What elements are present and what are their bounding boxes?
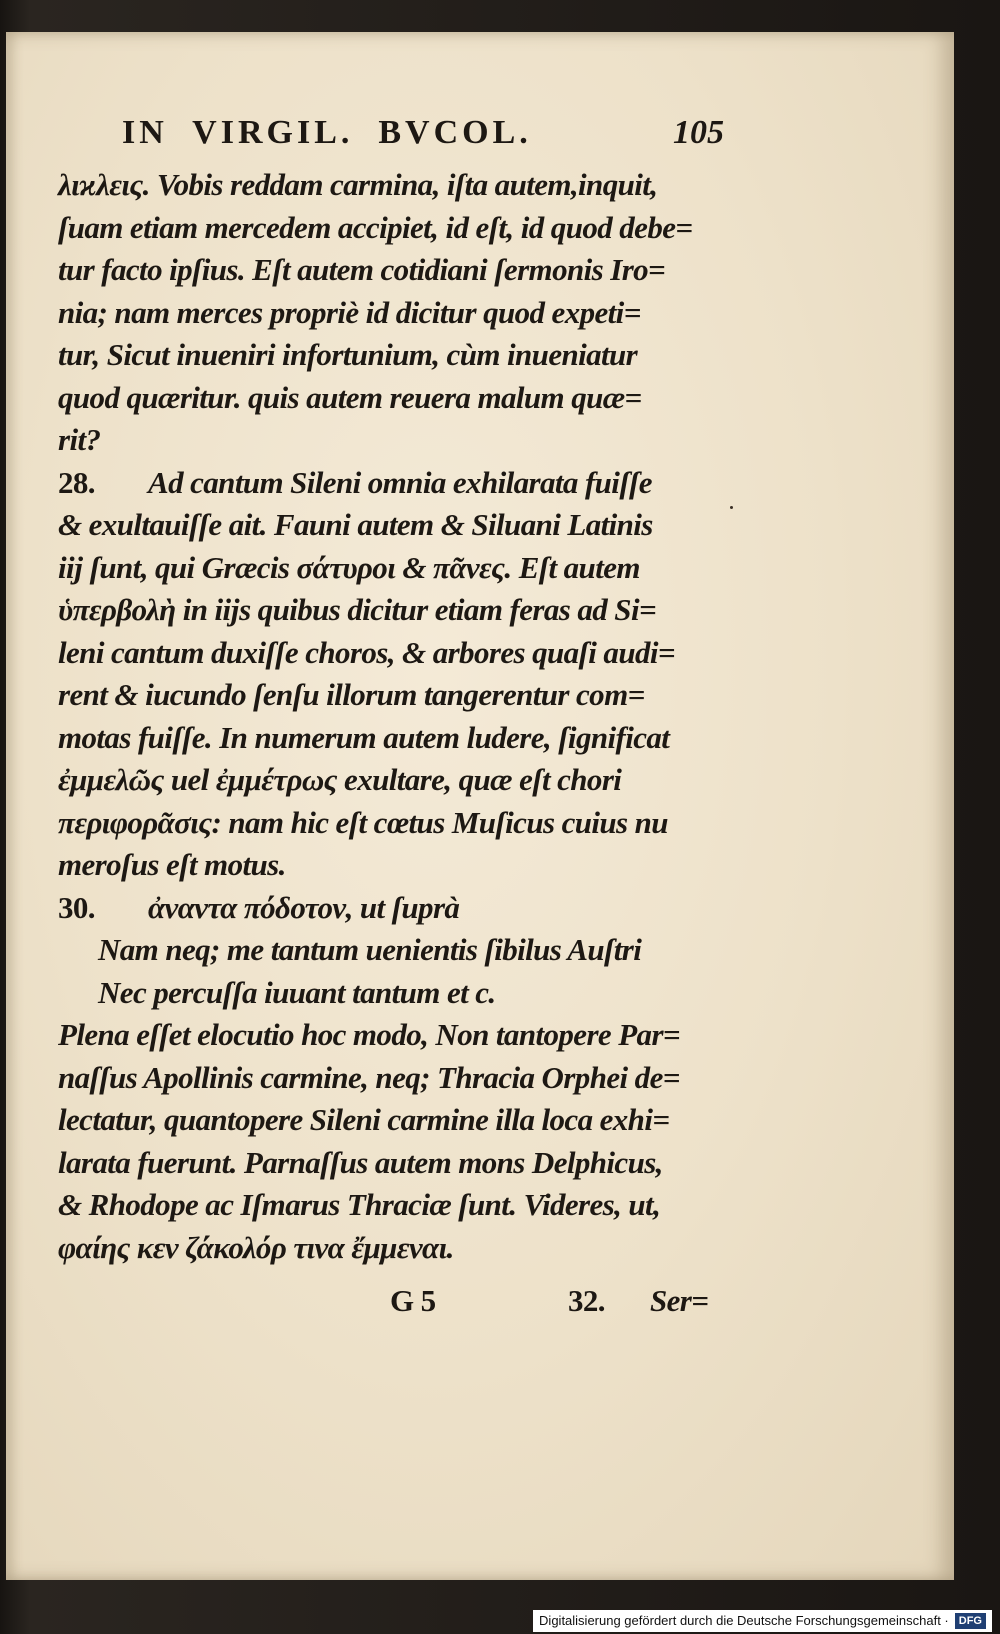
catchword: Ser= bbox=[650, 1283, 709, 1318]
line-text: ἐμμελῶς uel ἐμμέτρως exultare, quæ eſt chori bbox=[58, 762, 622, 797]
text-line bbox=[58, 972, 718, 1015]
line-number: 28. bbox=[58, 464, 95, 500]
line-text: λιϰλεις. Vobis reddam carmina, iſta autem,inquit, bbox=[58, 167, 658, 202]
signature-line bbox=[58, 1279, 718, 1327]
line-text: ἀναντα πόδοτον, ut ſuprà bbox=[148, 889, 460, 925]
text-line bbox=[58, 292, 718, 335]
running-title: IN VIRGIL. BVCOL. bbox=[122, 114, 532, 151]
line-text: leni cantum duxiſſe choros, & arbores quaſi audi= bbox=[58, 634, 675, 670]
text-line bbox=[58, 1142, 718, 1185]
digitization-credit: Digitalisierung gefördert durch die Deutsche Forschungsgemeinschaft · bbox=[539, 1613, 949, 1628]
text-line bbox=[58, 589, 718, 632]
line-number: 30. bbox=[58, 889, 95, 925]
text-line bbox=[58, 334, 718, 377]
line-text: Ad cantum Sileni omnia exhilarata fuiſſe bbox=[148, 464, 652, 500]
line-text: rent & iucundo ſenſu illorum tangerentur com= bbox=[58, 677, 645, 712]
digitization-footer bbox=[533, 1610, 992, 1632]
text-line bbox=[58, 249, 718, 292]
text-line bbox=[58, 1184, 718, 1227]
text-line bbox=[58, 164, 718, 207]
text-line bbox=[58, 1057, 718, 1100]
line-text: lectatur, quantopere Sileni carmine illa loca exhi= bbox=[58, 1102, 670, 1137]
text-line bbox=[58, 462, 718, 505]
text-line bbox=[58, 377, 718, 420]
text-line bbox=[58, 1014, 718, 1057]
line-text: larata fuerunt. Parnaſſus autem mons Delphicus, bbox=[58, 1144, 663, 1180]
book-page bbox=[6, 32, 954, 1580]
line-text: Nam neq; me tantum uenientis ſibilus Auſtri bbox=[98, 932, 642, 967]
dfg-logo-icon: DFG bbox=[955, 1613, 986, 1629]
line-text: rit? bbox=[58, 422, 101, 457]
line-text: & exultauiſſe ait. Fauni autem & Siluani Latinis bbox=[58, 507, 653, 542]
line-text: ὑπερβολὴ in iĳs quibus dicitur etiam feras ad Si= bbox=[58, 592, 657, 627]
text-lines bbox=[58, 164, 718, 1269]
signature-mark: G 5 bbox=[390, 1283, 436, 1318]
line-text: ſuam etiam mercedem accipiet, id eſt, id quod debe= bbox=[58, 209, 693, 245]
line-text: Plena eſſet elocutio hoc modo, Non tantopere Par= bbox=[58, 1017, 680, 1052]
text-line bbox=[58, 504, 718, 547]
text-line bbox=[58, 844, 718, 887]
text-line bbox=[58, 759, 718, 802]
page-header bbox=[58, 102, 724, 164]
line-text: quod quæritur. quis autem reuera malum quæ= bbox=[58, 379, 642, 415]
line-text: & Rhodope ac Iſmarus Thraciæ ſunt. Videres, ut, bbox=[58, 1187, 661, 1222]
text-line bbox=[58, 419, 718, 462]
text-line bbox=[58, 207, 718, 250]
line-text: iĳ ſunt, qui Græcis σάτυροι & πᾶνες. Eſt autem bbox=[58, 549, 640, 585]
folio-number: 105 bbox=[673, 114, 724, 151]
text-line bbox=[58, 632, 718, 675]
text-line bbox=[58, 717, 718, 760]
line-text: motas fuiſſe. In numerum autem ludere, ſignificat bbox=[58, 719, 670, 755]
text-line bbox=[58, 929, 718, 972]
line-text: tur facto ipſius. Eſt autem cotidiani ſermonis Iro= bbox=[58, 252, 666, 287]
catchword-number: 32. bbox=[568, 1283, 605, 1318]
text-line bbox=[58, 1099, 718, 1142]
line-text: φαίης κεν ζάκολόρ τινα ἔμμεναι. bbox=[58, 1229, 454, 1265]
line-text: tur, Sicut inueniri infortunium, cùm inueniatur bbox=[58, 337, 638, 372]
page-text bbox=[58, 102, 724, 1327]
line-text: meroſus eſt motus. bbox=[58, 847, 286, 882]
text-line bbox=[58, 802, 718, 845]
line-text: περιφορᾶσις: nam hic eſt cœtus Muſicus cuius nu bbox=[58, 804, 668, 840]
line-text: naſſus Apollinis carmine, neq; Thracia Orphei de= bbox=[58, 1059, 680, 1095]
text-line bbox=[58, 1227, 718, 1270]
text-line bbox=[58, 887, 718, 930]
ink-speck bbox=[730, 506, 733, 509]
line-text: nia; nam merces propriè id dicitur quod expeti= bbox=[58, 294, 641, 330]
text-line bbox=[58, 547, 718, 590]
text-line bbox=[58, 674, 718, 717]
line-text: Nec percuſſa iuuant tantum et c. bbox=[98, 974, 496, 1010]
